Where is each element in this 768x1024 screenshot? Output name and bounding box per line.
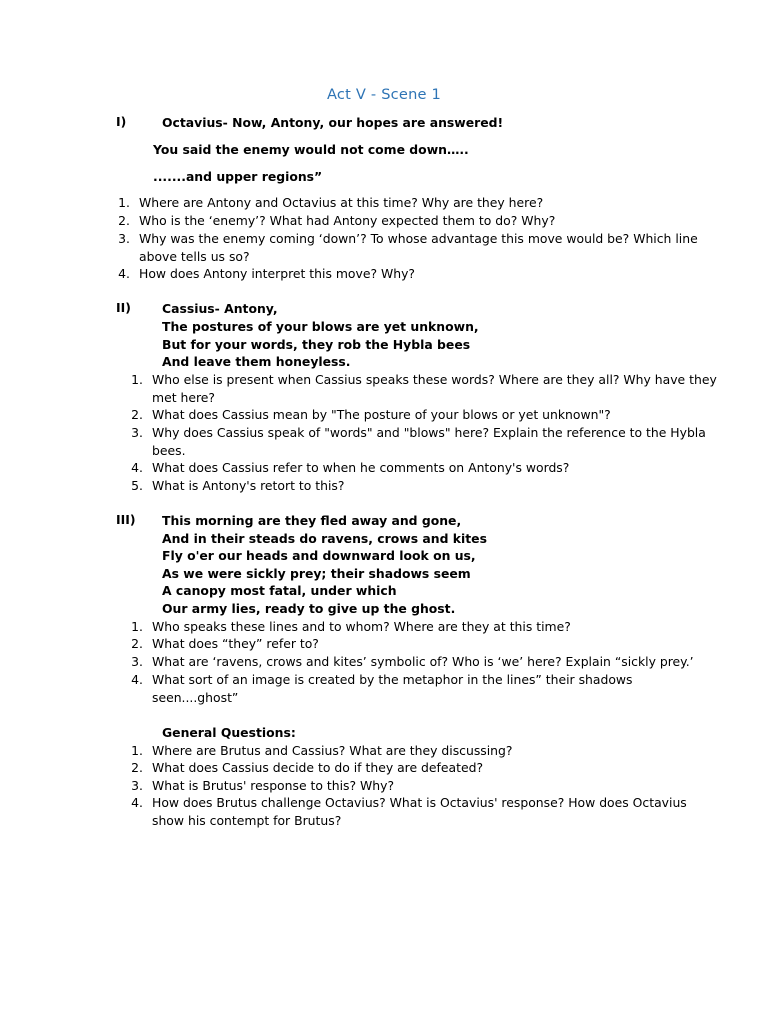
quote-line: And in their steads do ravens, crows and kites bbox=[162, 531, 487, 546]
list-number: 4. bbox=[131, 460, 143, 475]
quote-line: As we were sickly prey; their shadows seem bbox=[162, 566, 471, 581]
quote-line: Fly o'er our heads and downward look on us, bbox=[162, 548, 476, 563]
question-text: What are ‘ravens, crows and kites’ symbolic of? Who is ‘we’ here? Explain “sickly prey.’ bbox=[152, 654, 694, 669]
list-number: 4. bbox=[131, 672, 143, 687]
list-number: 1. bbox=[131, 743, 143, 758]
question-text: What is Antony's retort to this? bbox=[152, 478, 345, 493]
list-number: 3. bbox=[118, 231, 130, 246]
question-text-continued: bees. bbox=[152, 442, 186, 458]
question-text-continued: show his contempt for Brutus? bbox=[152, 812, 342, 828]
question-text: Why was the enemy coming ‘down’? To whose advantage this move would be? Which line bbox=[139, 231, 698, 246]
quote-line: Octavius- Now, Antony, our hopes are answered! bbox=[162, 115, 504, 130]
question-text: How does Antony interpret this move? Why? bbox=[139, 266, 415, 281]
list-number: 1. bbox=[118, 195, 130, 210]
question-text: Why does Cassius speak of "words" and "blows" here? Explain the reference to the Hybla bbox=[152, 425, 706, 440]
question-text: What sort of an image is created by the metaphor in the lines” their shadows bbox=[152, 672, 633, 687]
section-numeral: II) bbox=[116, 300, 131, 315]
quote-line: Cassius- Antony, bbox=[162, 301, 278, 316]
list-number: 1. bbox=[131, 619, 143, 634]
question-text: What does Cassius decide to do if they are defeated? bbox=[152, 760, 484, 775]
question-text: What does “they” refer to? bbox=[152, 636, 319, 651]
list-number: 2. bbox=[131, 760, 143, 775]
question-text: Who is the ‘enemy’? What had Antony expected them to do? Why? bbox=[139, 213, 556, 228]
list-number: 2. bbox=[131, 407, 143, 422]
list-number: 5. bbox=[131, 478, 143, 493]
quote-line: A canopy most fatal, under which bbox=[162, 583, 397, 598]
question-text-continued: met here? bbox=[152, 389, 215, 405]
quote-line: But for your words, they rob the Hybla bees bbox=[162, 337, 471, 352]
list-number: 3. bbox=[131, 778, 143, 793]
list-number: 2. bbox=[131, 636, 143, 651]
quote-line: And leave them honeyless. bbox=[162, 354, 351, 369]
question-text: What does Cassius refer to when he comments on Antony's words? bbox=[152, 460, 570, 475]
general-questions-heading: General Questions: bbox=[162, 725, 296, 740]
question-text: How does Brutus challenge Octavius? What is Octavius' response? How does Octavius bbox=[152, 795, 687, 810]
list-number: 4. bbox=[131, 795, 143, 810]
section-numeral: I) bbox=[116, 114, 127, 129]
list-number: 4. bbox=[118, 266, 130, 281]
question-text: Who else is present when Cassius speaks these words? Where are they all? Why have they bbox=[152, 372, 717, 387]
quote-line: This morning are they fled away and gone, bbox=[162, 513, 462, 528]
question-text-continued: seen....ghost” bbox=[152, 689, 239, 705]
question-text-continued: above tells us so? bbox=[139, 248, 250, 264]
section-numeral: III) bbox=[116, 512, 136, 527]
quote-line: Our army lies, ready to give up the ghost. bbox=[162, 601, 456, 616]
list-number: 1. bbox=[131, 372, 143, 387]
page-title: Act V - Scene 1 bbox=[326, 86, 442, 103]
question-text: Who speaks these lines and to whom? Where are they at this time? bbox=[152, 619, 571, 634]
quote-line: The postures of your blows are yet unknown, bbox=[162, 319, 479, 334]
list-number: 2. bbox=[118, 213, 130, 228]
question-text: What does Cassius mean by "The posture of your blows or yet unknown"? bbox=[152, 407, 611, 422]
list-number: 3. bbox=[131, 654, 143, 669]
quote-line: You said the enemy would not come down….. bbox=[153, 142, 469, 157]
question-text: What is Brutus' response to this? Why? bbox=[152, 778, 395, 793]
quote-line: .......and upper regions” bbox=[153, 169, 323, 184]
question-text: Where are Antony and Octavius at this time? Why are they here? bbox=[139, 195, 544, 210]
list-number: 3. bbox=[131, 425, 143, 440]
question-text: Where are Brutus and Cassius? What are they discussing? bbox=[152, 743, 513, 758]
